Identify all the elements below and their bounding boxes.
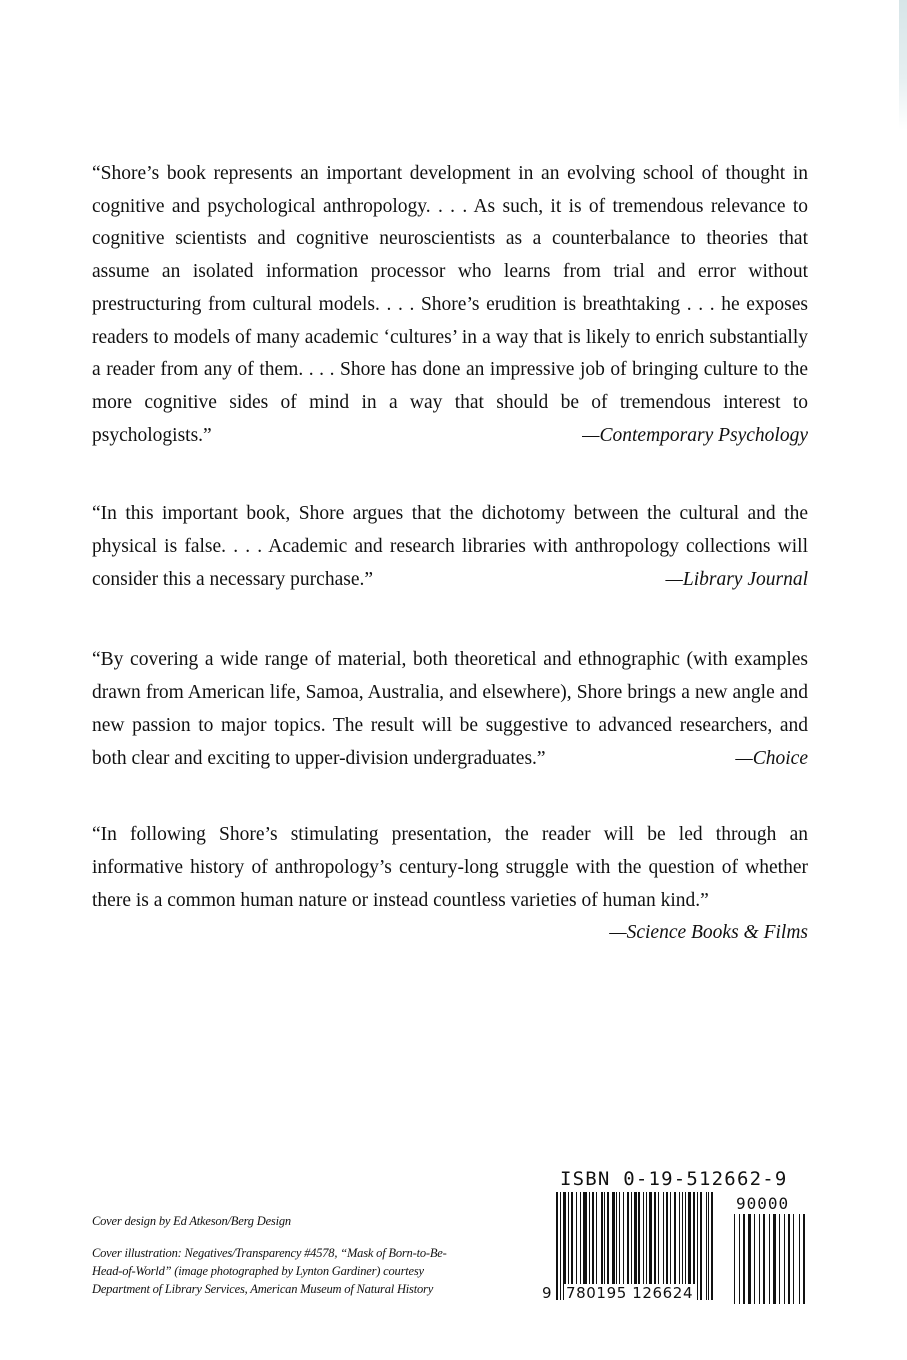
barcode-addon-bar: [799, 1214, 800, 1304]
barcode-lead-digit: 9: [542, 1284, 552, 1302]
barcode-bar: [697, 1192, 698, 1300]
barcode-digits: 780195 126624: [566, 1284, 694, 1302]
quote-attribution: —Choice: [735, 747, 808, 769]
barcode-addon-bar: [754, 1214, 755, 1304]
barcode-addon-bar: [763, 1214, 765, 1304]
quote-attribution: —Contemporary Psychology: [582, 424, 808, 446]
barcode-bar: [711, 1192, 713, 1300]
barcode-bar: [708, 1192, 709, 1300]
quote-text: “In this important book, Shore argues that the dichotomy between the cultural and the physical is false. . . . Academic and research libraries with anthropology collections will consider this a necessary purchase.”: [92, 503, 808, 590]
isbn-number: ISBN 0-19-512662-9: [560, 1168, 788, 1190]
review-quote: [92, 819, 808, 944]
barcode-bar: [560, 1192, 561, 1300]
barcode-addon-bar: [803, 1214, 805, 1304]
barcode-addon-bar: [739, 1214, 740, 1304]
review-quote: [92, 498, 808, 596]
quote-text: “In following Shore’s stimulating presentation, the reader will be led through an informative history of anthropology’s century-long struggle with the question of whether there is a common human nature or instead countless varieties of human kind.”: [92, 824, 808, 911]
quote-text: “By covering a wide range of material, both theoretical and ethnographic (with examples drawn from American life, Samoa, Australia, and elsewhere), Shore brings a new angle and new passion to major topics. The result will be suggestive to advanced researchers, and both clear and exciting to upper-division undergraduates.”: [92, 649, 808, 769]
barcode-addon-bar: [784, 1214, 785, 1304]
quote-attribution: —Science Books & Films: [609, 922, 808, 944]
cover-edge-strip: [899, 0, 907, 130]
barcode-addon-bar: [748, 1214, 751, 1304]
barcode-addon-bar: [769, 1214, 770, 1304]
barcode-addon-bar: [773, 1214, 776, 1304]
barcode-bar: [700, 1192, 702, 1300]
barcode-bar: [556, 1192, 558, 1300]
cover-design-credit: Cover design by Ed Atkeson/Berg Design: [92, 1214, 291, 1228]
review-quote: [92, 158, 808, 452]
barcode-addon-bar: [788, 1214, 790, 1304]
barcode-bar: [706, 1192, 707, 1300]
review-quotes: [92, 158, 808, 950]
barcode-addon-bar: [734, 1214, 735, 1304]
quote-text: “Shore’s book represents an important development in an evolving school of thought in cognitive and psychological anthropology. . . . As such, it is of tremendous relevance to cognitive scientists and cognitive neuroscientists as a counterbalance to theories that assume an isolated information processor who learns from trial and error without prestructuring from cultural models. . . . Shore’s erudition is breathtaking . . . he exposes readers to models of many academic ‘cultures’ in a way that is likely to enrich substantially a reader from any of them. . . . Shore has done an impressive job of bringing culture to the more cognitive sides of mind in a way that should be of tremendous interest to psychologists.”: [92, 163, 808, 446]
quote-attribution: —Library Journal: [665, 568, 808, 590]
cover-illustration-credit: Cover illustration: Negatives/Transparency #4578, “Mask of Born-to-Be-Head-of-World” (image photographed by Lynton Gardiner) courtesy Department of Library Services, American Museum of Natural History: [92, 1246, 447, 1296]
cover-credits: [92, 1212, 462, 1298]
barcode-addon-bar: [793, 1214, 794, 1304]
barcode-addon-bar: [779, 1214, 780, 1304]
barcode-addon-digits: 90000: [736, 1194, 790, 1213]
review-quote: [92, 644, 808, 775]
barcode-addon-bar: [743, 1214, 745, 1304]
barcode-addon-bar: [759, 1214, 760, 1304]
